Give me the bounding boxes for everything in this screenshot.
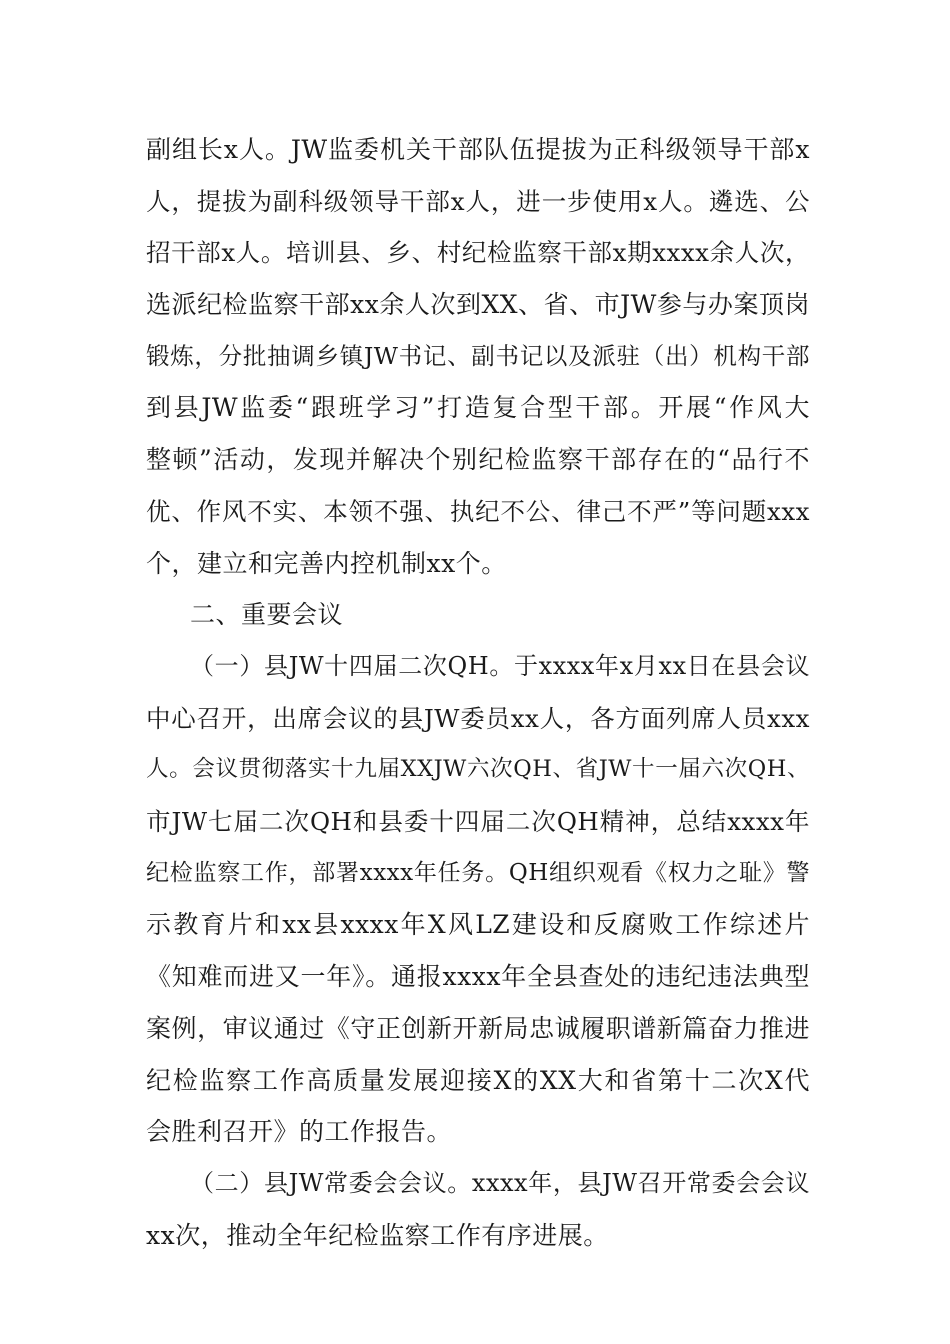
text-line: xx次，推动全年纪检监察工作有序进展。	[146, 1220, 609, 1250]
text-line: 市JW七届二次QH和县委十四届二次QH精神，总结xxxx年	[146, 807, 810, 837]
text-line: 纪检监察工作，部署xxxx年任务。QH组织观看《权力之耻》警	[146, 859, 810, 886]
text-line: 《知难而进又一年》。通报xxxx年全县查处的违纪违法典型	[146, 962, 810, 992]
text-line: 个，建立和完善内控机制xx个。	[146, 548, 507, 578]
paragraph-standing-committee	[146, 1158, 810, 1261]
text-line: 选派纪检监察干部xx余人次到XX、省、市JW参与办案顶岗	[146, 290, 810, 320]
paragraph-cadre-team	[146, 124, 810, 589]
text-line: 纪检监察工作高质量发展迎接X的XX大和省第十二次X代	[146, 1065, 810, 1095]
text-line: （一）县JW十四届二次QH。于xxxx年x月xx日在县会议	[190, 652, 810, 680]
text-line: （二）县JW常委会会议。xxxx年，县JW召开常委会会议	[190, 1169, 810, 1197]
section-heading-block	[146, 589, 810, 641]
text-line: 优、作风不实、本领不强、执纪不公、律己不严”等问题xxx	[146, 496, 810, 526]
text-line: 到县JW监委“跟班学习”打造复合型干部。开展“作风大	[146, 393, 810, 423]
text-line: 中心召开，出席会议的县JW委员xx人，各方面列席人员xxx	[146, 703, 810, 733]
paragraph-plenary-session	[146, 641, 810, 1158]
text-line: 人。会议贯彻落实十九届XXJW六次QH、省JW十一届六次QH、	[146, 756, 810, 783]
text-line: 招干部x人。培训县、乡、村纪检监察干部x期xxxx余人次，	[146, 238, 810, 268]
section-heading: 二、重要会议	[190, 600, 344, 629]
text-line: 案例，审议通过《守正创新开新局忠诚履职谱新篇奋力推进	[146, 1013, 810, 1043]
text-line: 示教育片和xx县xxxx年X风LZ建设和反腐败工作综述片	[146, 910, 810, 940]
text-line: 锻炼，分批抽调乡镇JW书记、副书记以及派驻（出）机构干部	[146, 341, 810, 370]
text-line: 人，提拔为副科级领导干部x人，进一步使用x人。遴选、公	[146, 186, 810, 216]
text-line: 整顿”活动，发现并解决个别纪检监察干部存在的“品行不	[146, 445, 810, 475]
text-line: 会胜利召开》的工作报告。	[146, 1117, 453, 1147]
text-line: 副组长x人。JW监委机关干部队伍提拔为正科级领导干部x	[146, 135, 810, 164]
